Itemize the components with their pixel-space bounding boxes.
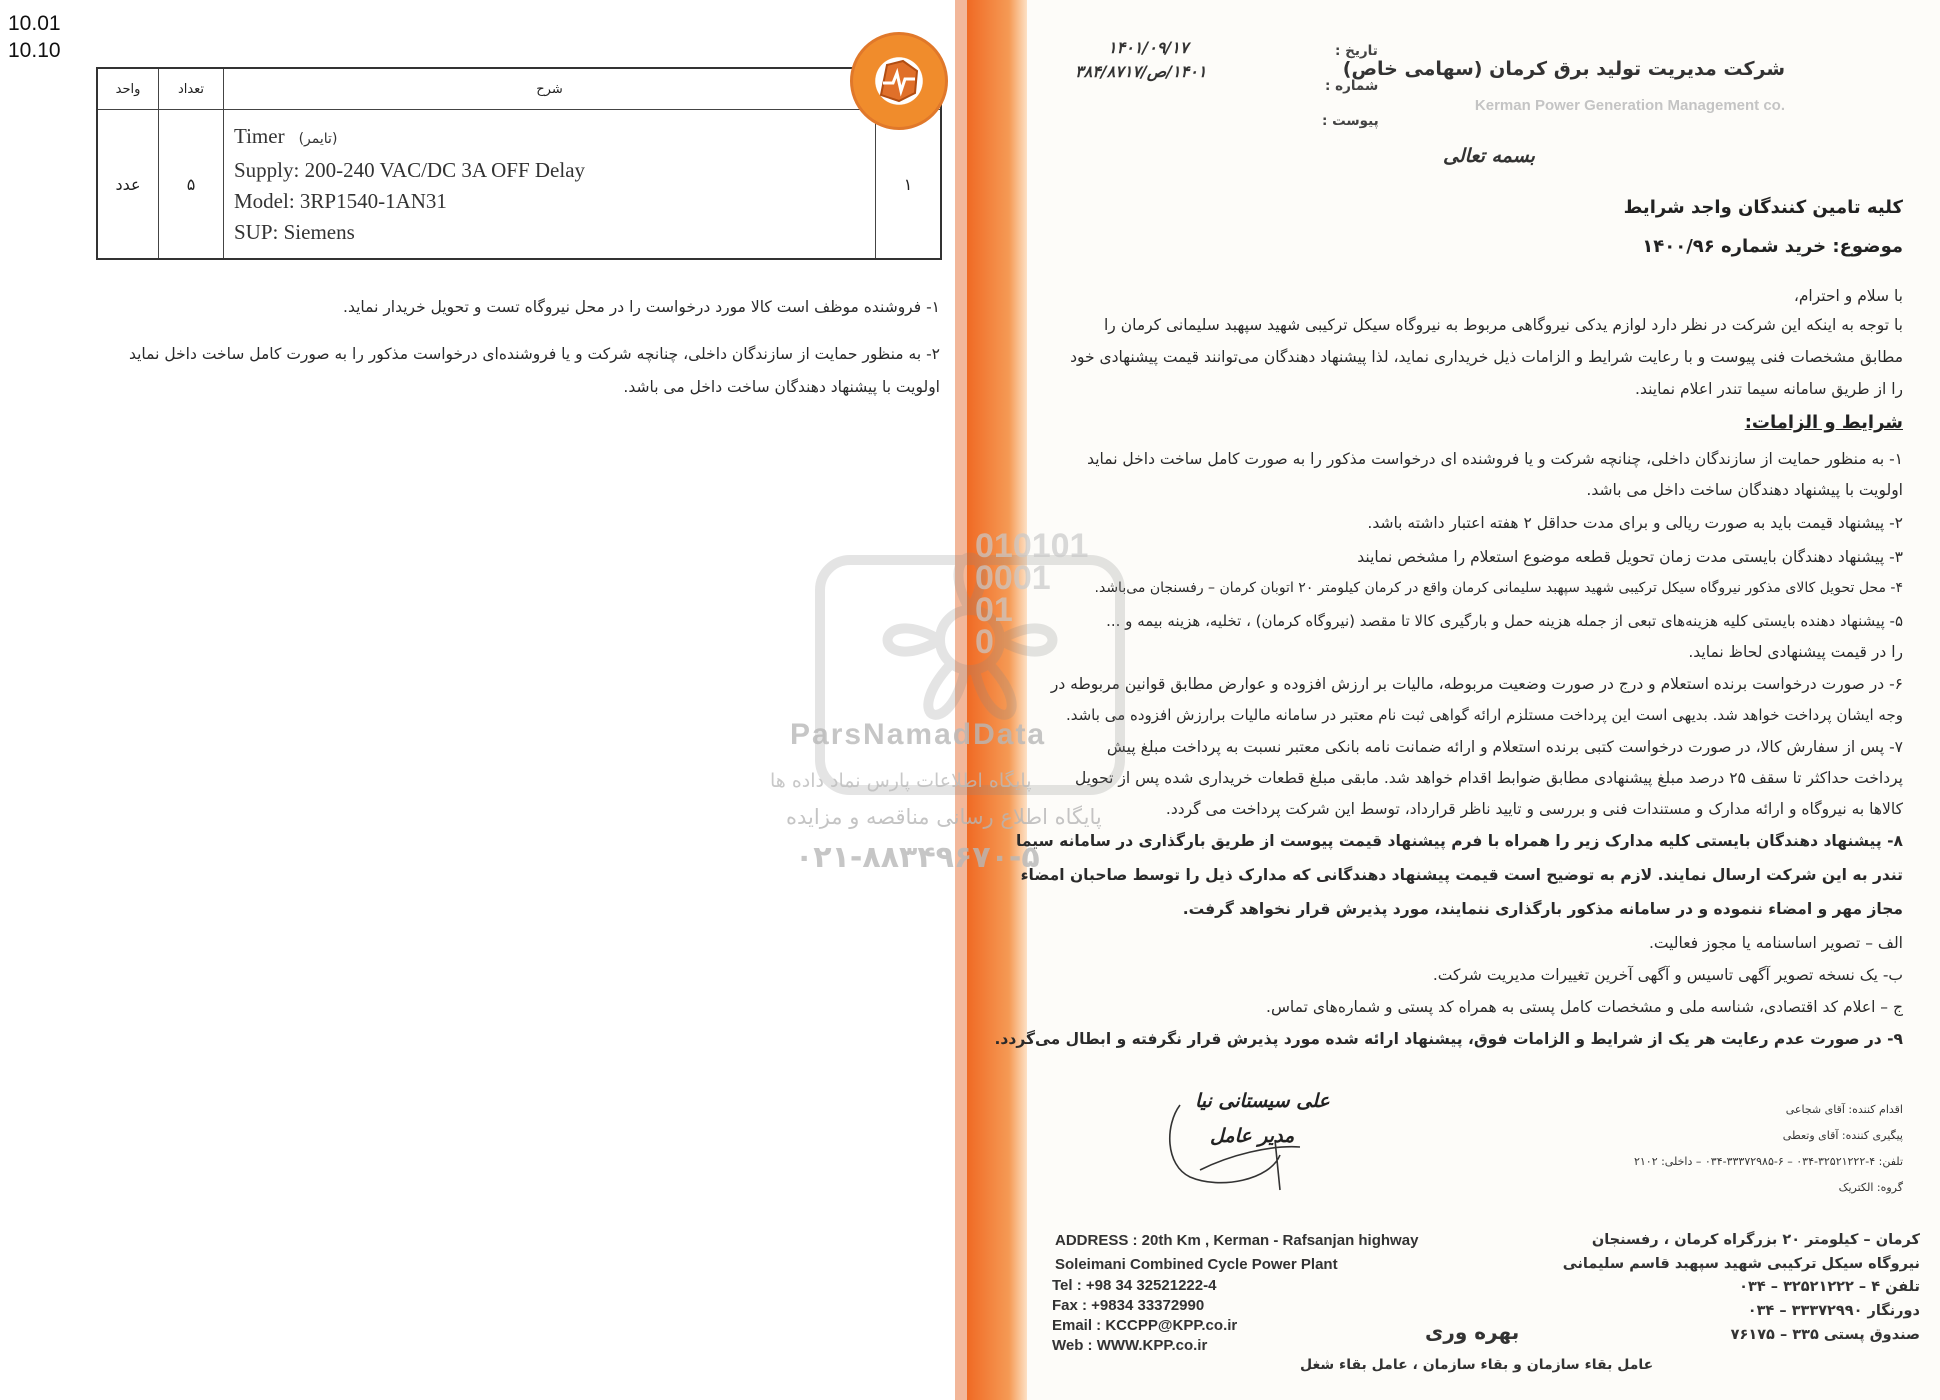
address-fa-phone: تلفن ۴ – ۳۲۵۲۱۲۲۲ – ۰۳۴	[1739, 1279, 1920, 1295]
date-value: ۱۴۰۱/۰۹/۱۷	[1108, 38, 1189, 57]
condition8-line-3: مجاز مهر و امضاء ننموده و در سامانه مذکور بارگذاری ننمایند، مورد پذیرش قرار نخواهد گرفت.	[1182, 900, 1903, 918]
cell-description	[224, 110, 876, 260]
orange-stripe	[967, 0, 1027, 1400]
address-en-fax: Fax : +9834 33372990	[1052, 1297, 1205, 1314]
address-en-line-1: ADDRESS : 20th Km , Kerman - Rafsanjan highway	[1055, 1232, 1419, 1249]
wm-digit-line-4: 0	[975, 623, 994, 661]
motto-title: بهره وری	[1425, 1320, 1520, 1344]
header-unit: واحد	[97, 68, 159, 110]
watermark-phone: ۰۲۱-۸۸۳۴۹۶۷۰-۵	[795, 840, 1040, 875]
desc-line-3: Model: 3RP1540-1AN31	[234, 188, 447, 213]
condition8-line-1: ۸- پیشنهاد دهندگان بایستی کلیه مدارک زیر را همراه با فرم پیشنهاد قیمت پیوست از طریق بارگذاری در سامانه سیما	[1016, 832, 1903, 850]
cell-unit: عدد	[97, 110, 159, 260]
version-line-1: 10.01	[8, 12, 61, 35]
condition-9: ۹- در صورت عدم رعایت هر یک از شرایط و الزامات فوق، پیشنهاد ارائه شده مورد پذیرش قرار نگرفته و ابطال می‌گردد.	[994, 1030, 1903, 1048]
follow-up-by: پیگیری کننده: آقای وتعطی	[1782, 1129, 1903, 1142]
left-note-2: ۲- به منظور حمایت از سازندگان داخلی، چنانچه شرکت و یا فروشنده‌ای درخواست مذکور را به صورت کامل ساخت داخل نماید	[128, 345, 940, 363]
wm-digit-line-1: 010101	[975, 527, 1089, 565]
intro-line-3: را از طریق سامانه سیما تندر اعلام نمایند.	[1635, 380, 1903, 398]
address-fa-line-2: نیروگاه سیکل ترکیبی شهید سپهبد قاسم سلیمانی	[1562, 1256, 1920, 1272]
wm-digit-line-2: 0001	[975, 559, 1051, 597]
watermark-digits	[975, 527, 1089, 661]
condition-line-7: را در قیمت پیشنهادی لحاظ نماید.	[1688, 643, 1903, 661]
address-fa-line-1: کرمان – کیلومتر ۲۰ بزرگراه کرمان ، رفسنجان	[1591, 1232, 1920, 1248]
desc-line-1-text: Timer	[234, 123, 285, 148]
date-label: تاریخ :	[1335, 43, 1378, 59]
action-by: اقدام کننده: آقای شجاعی	[1785, 1103, 1903, 1116]
subject: موضوع: خرید شماره ۱۴۰۰/۹۶	[1642, 236, 1903, 257]
left-note-1: ۱- فروشنده موظف است کالا مورد درخواست را در محل نیروگاه تست و تحویل خریدار نماید.	[343, 298, 940, 316]
condition-line-5: ۴- محل تحویل کالای مذکور نیروگاه سیکل ترکیبی شهید سپهبد سلیمانی کرمان واقع در کرمان کیلومتر ۲۰ اتوبان کرمان – رفسنجان می‌باشد.	[1094, 580, 1903, 596]
signatory-title: مدیر عامل	[1210, 1125, 1295, 1147]
table-header-row	[97, 68, 941, 110]
address-en-web: Web : WWW.KPP.co.ir	[1052, 1337, 1208, 1354]
document-item-2: ب- یک نسخه تصویر آگهی تاسیس و آگهی آخرین تغییرات مدیریت شرکت.	[1432, 966, 1903, 984]
watermark-subtitle-2: پایگاه اطلاع رسانی مناقصه و مزایده	[786, 805, 1102, 829]
condition8-line-2: تندر به این شرکت ارسال نمایند. لازم به توضیح است قیمت پیشنهاد دهندگانی که مدارک ذیل را توسط صاحبان امضاء	[1020, 866, 1903, 884]
number-value: ۱۴۰۱/ص/۳۸۴/۸۷۱۷	[1075, 62, 1207, 81]
greeting: با سلام و احترام،	[1793, 287, 1903, 305]
intro-line-2: مطابق مشخصات فنی پیوست و با رعایت شرایط و الزامات ذیل خریداری نماید، لذا پیشنهاد دهندگان می‌توانند قیمت پیشنهادی خود	[1070, 348, 1903, 366]
signatory-name: علی سیستانی نیا	[1195, 1090, 1330, 1112]
bismillah: بسمه تعالی	[1443, 145, 1535, 167]
condition-line-12: کالاها به نیروگاه و ارائه مدارک و مستندات فنی و بررسی و تایید ناظر قرارداد، توسط این شرکت پرداخت می گردد.	[1165, 800, 1903, 818]
company-logo	[850, 32, 948, 130]
company-name-fa: شرکت مدیریت تولید برق کرمان (سهامی خاص)	[1342, 58, 1785, 80]
header-quantity: تعداد	[159, 68, 224, 110]
address-fa-fax: دورنگار ۳۳۳۷۲۹۹۰ – ۰۳۴	[1747, 1303, 1920, 1319]
address-en-line-2: Soleimani Combined Cycle Power Plant	[1055, 1256, 1338, 1273]
cell-quantity: ۵	[159, 110, 224, 260]
condition-line-4: ۳- پیشنهاد دهندگان بایستی مدت زمان تحویل قطعه موضوع استعلام را مشخص نمایند	[1357, 548, 1903, 566]
condition-line-11: پرداخت حداکثر تا سقف ۲۵ درصد مبلغ پیشنهادی مطابق ضوابط اقدام خواهد شد. مابقی مبلغ قطعات خریداری شده پس از تحویل	[1075, 769, 1903, 787]
table-row	[97, 110, 941, 260]
left-note-3: اولویت با پیشنهاد دهندگان ساخت داخل می باشد.	[623, 378, 940, 396]
intro-line-1: با توجه به اینکه این شرکت در نظر دارد لوازم یدکی نیروگاهی مربوط به نیروگاه سیکل ترکیبی شهید سپهبد سلیمانی کرمان را	[1104, 316, 1903, 334]
version-label	[8, 10, 61, 64]
document-item-3: ج – اعلام کد اقتصادی، شناسه ملی و مشخصات کامل پستی به همراه کد پستی و شماره‌های تماس.	[1266, 998, 1903, 1016]
red-stripe	[955, 0, 967, 1400]
cell-row-no: ۱	[876, 110, 942, 260]
power-icon	[873, 55, 925, 107]
desc-line-2: Supply: 200-240 VAC/DC 3A OFF Delay	[234, 157, 586, 182]
desc-line-4: SUP: Siemens	[234, 219, 355, 244]
watermark-subtitle-1: پایگاه اطلاعات پارس نماد داده ها	[770, 770, 1032, 792]
desc-line-1	[234, 121, 874, 155]
contact-phone: تلفن: ۴-۳۲۵۲۱۲۲۲-۰۳۴ – ۶-۳۳۳۷۲۹۸۵-۰۳۴ – داخلی: ۲۱۰۲	[1633, 1155, 1903, 1168]
document-item-1: الف – تصویر اساسنامه یا مجوز فعالیت.	[1648, 934, 1903, 952]
recipient: کلیه تامین کنندگان واجد شرایط	[1623, 197, 1903, 218]
condition-line-3: ۲- پیشنهاد قیمت باید به صورت ریالی و برای مدت حداقل ۲ هفته اعتبار داشته باشد.	[1367, 514, 1903, 532]
item-name-fa: (تایمر)	[298, 130, 338, 147]
conditions-title: شرایط و الزامات:	[1744, 412, 1903, 433]
number-label: شماره :	[1325, 78, 1379, 94]
condition-line-1: ۱- به منظور حمایت از سازندگان داخلی، چنانچه شرکت و یا فروشنده ای درخواست مذکور را به صورت کامل ساخت داخل نماید	[1087, 450, 1903, 468]
company-name-en: Kerman Power Generation Management co.	[1474, 97, 1785, 114]
attachment-label: پیوست :	[1322, 113, 1379, 129]
address-fa-pobox: صندوق پستی ۳۳۵ – ۷۶۱۷۵	[1730, 1327, 1920, 1343]
condition-line-10: ۷- پس از سفارش کالا، در صورت درخواست کتبی برنده استعلام و ارائه ضمانت نامه بانکی معتبر نسبت به پرداخت مبلغ پیش	[1106, 738, 1903, 756]
address-en-tel: Tel : +98 34 32521222-4	[1052, 1277, 1217, 1294]
motto-text: عامل بقاء سازمان و بقاء سازمان ، عامل بقاء شغل	[1300, 1357, 1654, 1373]
wm-digit-line-3: 01	[975, 591, 1013, 629]
version-line-2: 10.10	[8, 39, 61, 62]
address-en-email: Email : KCCPP@KPP.co.ir	[1052, 1317, 1238, 1334]
header-description: شرح	[224, 68, 876, 110]
condition-line-2: اولویت با پیشنهاد دهندگان ساخت داخل می باشد.	[1586, 481, 1903, 499]
condition-line-9: وجه ایشان پرداخت خواهد شد. بدیهی است این پرداخت مستلزم ارائه گواهی ثبت نام معتبر در سامانه مالیات برارزش افزوده می باشد.	[1065, 706, 1903, 724]
items-table	[96, 67, 942, 260]
group: گروه: الکتریک	[1838, 1181, 1903, 1194]
watermark-brand: ParsNamadData	[790, 718, 1047, 751]
condition-line-8: ۶- در صورت درخواست برنده استعلام و درج در صورت وضعیت مربوطه، مالیات بر ارزش افزوده و عوارض مطابق قوانین مربوطه در	[1050, 675, 1903, 693]
condition-line-6: ۵- پیشنهاد دهنده بایستی کلیه هزینه‌های تبعی از جمله هزینه حمل و بارگیری کالا تا مقصد (نیروگاه کرمان) ، تخلیه، هزینه بیمه و ...	[1106, 612, 1903, 630]
